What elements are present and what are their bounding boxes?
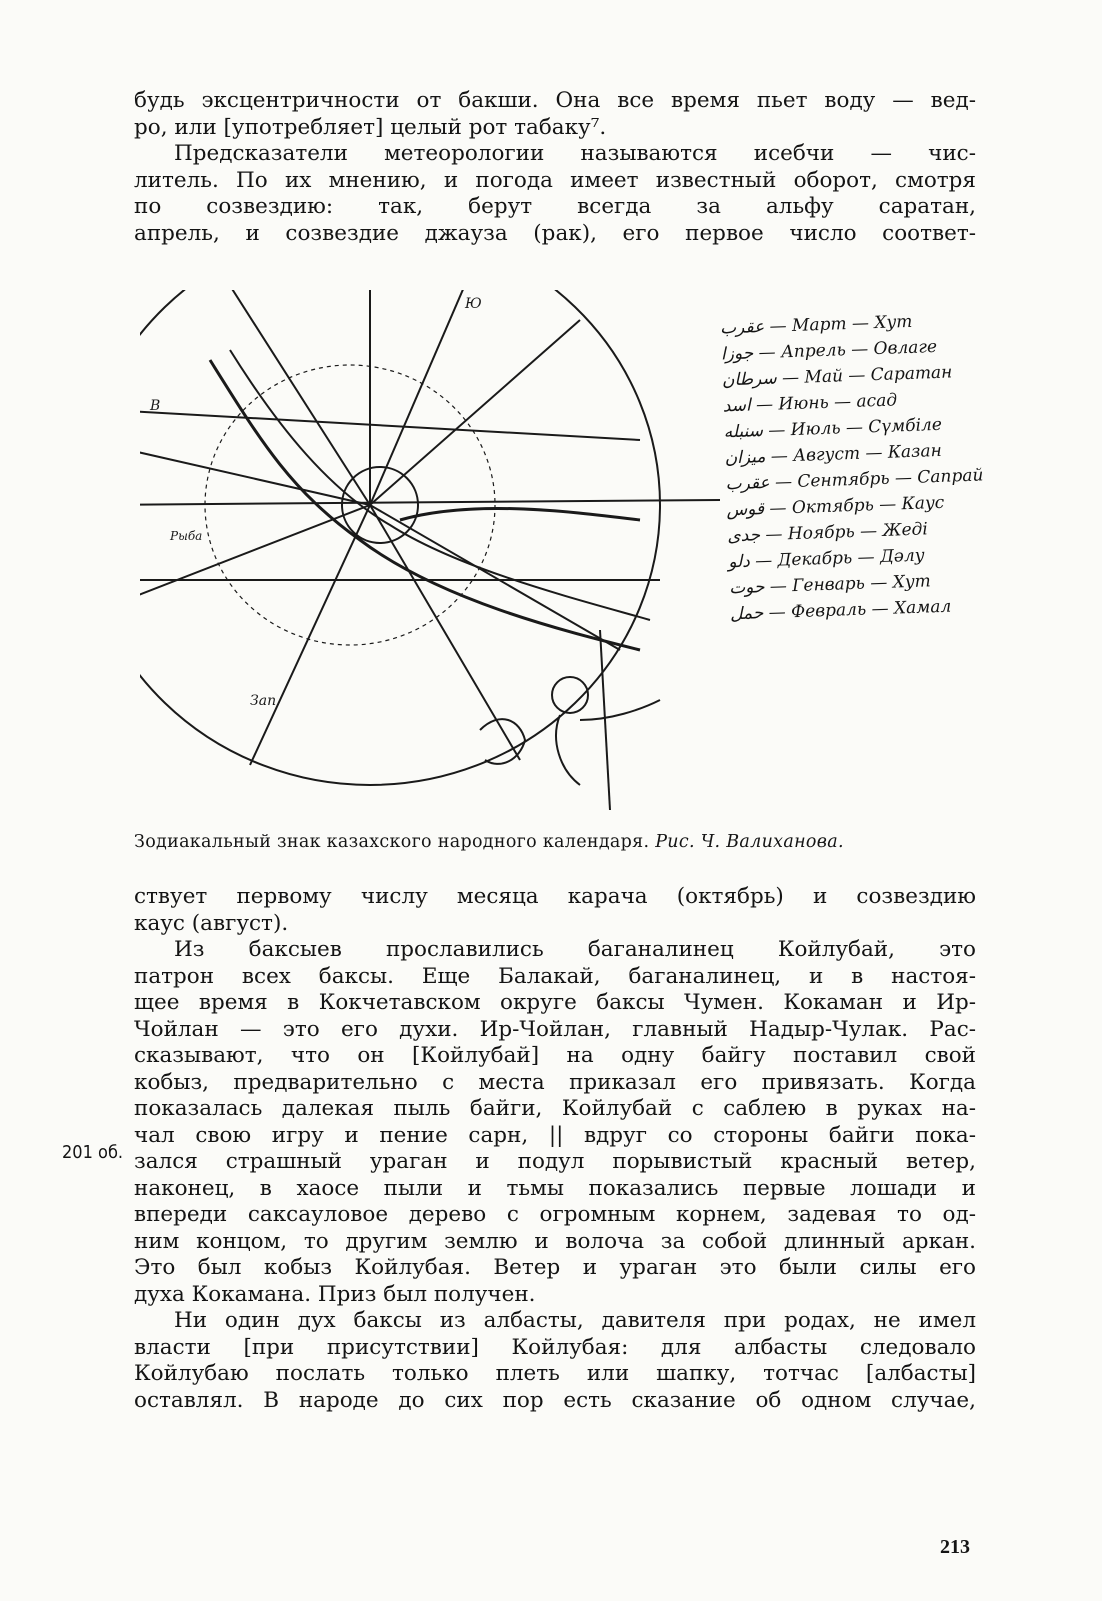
handwritten-month-list: [720, 305, 1041, 628]
top-text-block: [134, 88, 976, 247]
handwritten-line: عقرب — Март — Хут: [719, 311, 913, 339]
text-line: зался страшный ураган и подул порывистый красный ветер,: [134, 1149, 976, 1174]
zodiac-figure: [140, 290, 1040, 820]
text-line: наконец, в хаосе пыли и тьмы показались первые лошади и: [134, 1175, 976, 1201]
handwritten-line: حمل — Февраль — Хамал: [729, 596, 952, 625]
handwritten-line: میزان — Август — Казан: [724, 440, 943, 469]
text-line: показалась далекая пыль байги, Койлубай с саблею в руках на-: [134, 1096, 976, 1121]
text-line: ствует первому числу месяца карача (октябрь) и созвездию: [134, 884, 976, 909]
text-line: духа Кокамана. Приз был получен.: [134, 1281, 536, 1307]
text-line: Койлубаю послать только плеть или шапку, тотчас [албасты]: [134, 1361, 976, 1386]
caption-main: Зодиакальный знак казахского народного календаря.: [134, 832, 650, 852]
handwritten-line: عقرب — Сентябрь — Сапрай: [725, 465, 984, 495]
text-line: апрель, и созвездие джауза (рак), его первое число соответ-: [134, 220, 976, 246]
svg-text:В: В: [150, 398, 161, 414]
handwritten-line: اسد — Июнь — асад: [722, 390, 898, 417]
handwritten-line: دلو — Декабрь — Дәлу: [727, 545, 925, 573]
text-line: ним концом, то другим землю и волоча за собой длинный аркан.: [134, 1228, 976, 1254]
handwritten-line: سرطان — Май — Саратан: [721, 362, 953, 391]
text-line: сказывают, что он [Койлубай] на одну байгу поставил свой: [134, 1043, 976, 1068]
svg-text:Зап: Зап: [250, 693, 277, 709]
page-number: 213: [940, 1536, 970, 1558]
handwritten-line: قوس — Октябрь — Каус: [726, 492, 945, 521]
text-line: патрон всех баксы. Еще Балакай, баганалинец, и в настоя-: [134, 963, 976, 989]
margin-folio-note: 201 об.: [62, 1142, 124, 1163]
text-line: каус (август).: [134, 910, 289, 936]
handwritten-line: جوزا — Апрель — Овлаге: [720, 336, 938, 365]
svg-text:Рыба: Рыба: [170, 529, 203, 543]
inner-circle: [205, 365, 495, 645]
bottom-text-block: [134, 884, 976, 1414]
text-line: будь эксцентричности от бакши. Она все время пьет воду — вед-: [134, 88, 976, 113]
text-line: Это был кобыз Койлубая. Ветер и ураган это были силы его: [134, 1255, 976, 1280]
text-line: Из баксыев прославились баганалинец Койлубай, это: [174, 937, 976, 962]
text-line: кобыз, предварительно с места приказал его привязать. Когда: [134, 1069, 976, 1095]
figure-caption: [134, 832, 994, 852]
handwritten-line: سنبله — Июль — Сүмбіле: [723, 414, 943, 443]
svg-text:Ю: Ю: [465, 296, 482, 312]
handwritten-line: حوت — Генварь — Хут: [728, 571, 932, 599]
text-line: литель. По их мнению, и погода имеет известный оборот, смотря: [134, 167, 976, 193]
text-line: ро, или [употребляет] целый рот табаку⁷.: [134, 114, 607, 140]
handwritten-line: جدی — Ноябрь — Жеді: [727, 519, 929, 547]
text-line: оставлял. В народе до сих пор есть сказание об одном случае,: [134, 1387, 976, 1413]
text-line: по созвездию: так, берут всегда за альфу саратан,: [134, 194, 976, 219]
text-line: чал свою игру и пение сарн, || вдруг со стороны байги пока-: [134, 1122, 976, 1148]
text-line: власти [при присутствии] Койлубая: для албасты следовало: [134, 1334, 976, 1360]
text-line: Ни один дух баксы из албасты, давителя при родах, не имел: [174, 1308, 976, 1333]
caption-author: Рис. Ч. Валиханова.: [655, 832, 844, 852]
text-line: щее время в Кокчетавском округе баксы Чумен. Кокаман и Ир-: [134, 990, 976, 1015]
text-line: Чойлан — это его духи. Ир-Чойлан, главный Надыр-Чулак. Рас-: [134, 1016, 976, 1042]
text-line: впереди саксауловое дерево с огромным корнем, задевая то од-: [134, 1202, 976, 1227]
text-line: Предсказатели метеорологии называются исебчи — чис-: [174, 141, 976, 166]
